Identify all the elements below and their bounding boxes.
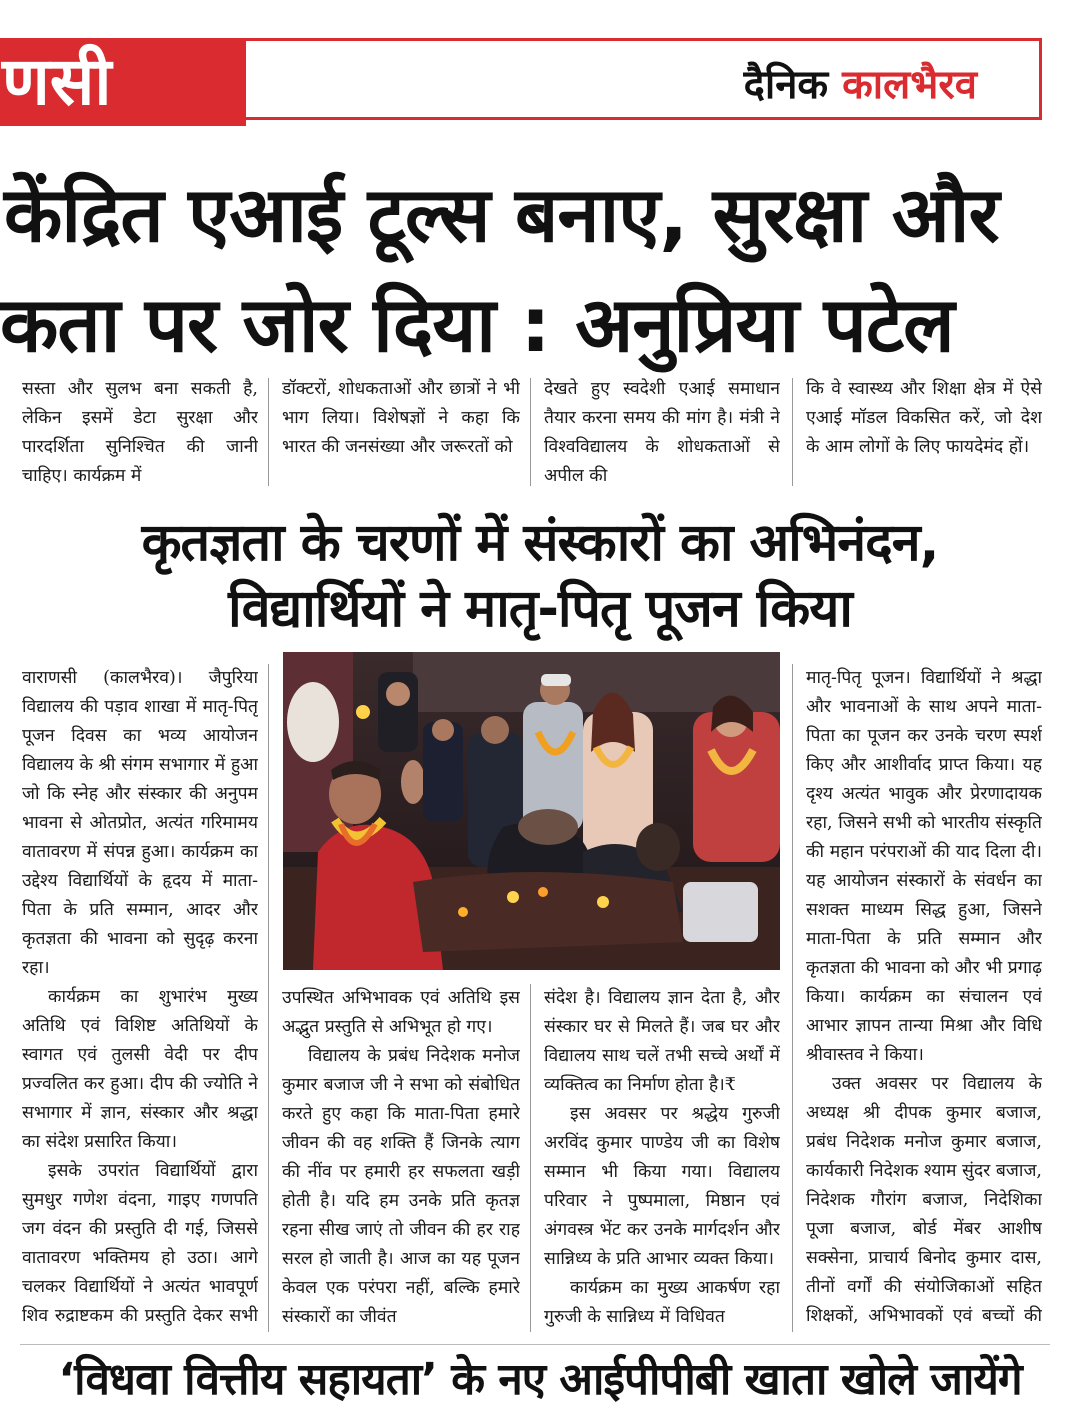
column-divider <box>530 378 531 486</box>
main-story-column-4 <box>806 664 1042 1334</box>
newspaper-brand <box>744 55 977 110</box>
column-divider <box>792 378 793 486</box>
article-paragraph: इसके उपरांत विद्यार्थियों द्वारा सुमधुर गणेश वंदना, गाइए गणपति जग वंदन की प्रस्तुति दी गई, जिससे वातावरण भक्तिमय हो उठा। आगे चलकर विद्यार्थियों ने अत्यंत भावपूर्ण शिव रुद्राष्टकम की प्रस्तुति देकर सभी <box>22 1161 258 1326</box>
article-paragraph: वाराणसी (कालभैरव)। जैपुरिया विद्यालय की पड़ाव शाखा में मातृ-पितृ पूजन दिवस का भव्य आयोजन विद्यालय के श्री संगम सभागार में हुआ जो कि स्नेह और संस्कार की अनुपम भावना से ओतप्रोत, अत्यंत गरिमामय वातावरण में संपन्न हुआ। कार्यक्रम का उद्देश्य विद्यार्थियों के हृदय में माता-पिता के प्रति सम्मान, आदर और कृतज्ञता की भावना को सुदृढ़ करना रहा। <box>22 668 258 978</box>
matri-pitri-pujan-photo <box>283 652 780 970</box>
top-story-headline <box>0 160 1080 380</box>
top-headline-line2: कता पर जोर दिया : अनुप्रिया पटेल <box>0 280 954 369</box>
bottom-story-headline: ‘विधवा वित्तीय सहायता’ के नए आईपीपीबी खाता खोले जायेंगे <box>58 1354 1022 1405</box>
article-paragraph: कार्यक्रम का मुख्य आकर्षण रहा गुरुजी के सान्निध्य में विधिवत <box>544 1278 780 1327</box>
brand-part-kalbhairav: कालभैरव <box>842 62 977 108</box>
top-story-column-4: कि वे स्वास्थ्य और शिक्षा क्षेत्र में ऐसे एआई मॉडल विकसित करें, जो देश के आम लोगों के लिए फायदेमंद हों। <box>806 379 1042 457</box>
brand-part-dainik: दैनिक <box>743 62 829 108</box>
event-photo <box>283 652 780 970</box>
top-story-column-1: सस्ता और सुलभ बना सकती है, लेकिन इसमें डेटा सुरक्षा और पारदर्शिता सुनिश्चित की जानी चाहिए। कार्यक्रम में <box>22 379 258 486</box>
column-divider <box>268 378 269 486</box>
article-paragraph: उपस्थित अभिभावक एवं अतिथि इस अद्भुत प्रस्तुति से अभिभूत हो गए। <box>282 988 520 1037</box>
article-paragraph: मातृ-पितृ पूजन। विद्यार्थियों ने श्रद्धा और भावनाओं के साथ अपने माता-पिता का पूजन कर उनके चरण स्पर्श किए और आशीर्वाद प्राप्त किया। यह दृश्य अत्यंत भावुक और प्रेरणादायक रहा, जिसने सभी को भारतीय संस्कृति की महान परंपराओं की याद दिला दी। यह आयोजन संस्कारों के संवर्धन का सशक्त माध्यम सिद्ध हुआ, जिसने माता-पिता के प्रति सम्मान और कृतज्ञता की भावना को और भी प्रगाढ़ किया। कार्यक्रम का संचालन एवं आभार ज्ञापन तान्या मिश्रा और विधि श्रीवास्तव ने किया। <box>806 668 1042 1065</box>
main-story-headline <box>0 510 1080 642</box>
main-headline-line2: विद्यार्थियों ने मातृ-पितृ पूजन किया <box>228 579 852 639</box>
article-paragraph: संदेश है। विद्यालय ज्ञान देता है, और संस्कार घर से मिलते हैं। जब घर और विद्यालय साथ चलें तभी सच्चे अर्थों में व्यक्तित्व का निर्माण होता है।₹ <box>544 988 780 1095</box>
section-divider <box>20 1344 1050 1345</box>
article-paragraph: विद्यालय के प्रबंध निदेशक मनोज कुमार बजाज जी ने सभा को संबोधित करते हुए कहा कि माता-पिता हमारे जीवन की वह शक्ति हैं जिनके त्याग की नींव पर हमारी हर सफलता खड़ी होती है। यदि हम उनके प्रति कृतज्ञ रहना सीख जाएं तो जीवन की हर राह सरल हो जाती है। आज का यह पूजन केवल एक परंपरा नहीं, बल्कि हमारे संस्कारों का जीवंत <box>282 1046 520 1327</box>
masthead <box>0 38 1042 120</box>
main-story-column-3 <box>544 984 780 1334</box>
column-divider <box>268 664 269 1332</box>
city-name: णसी <box>0 38 246 126</box>
top-story-column-2: डॉक्टरों, शोधकताओं और छात्रों ने भी भाग लिया। विशेषज्ञों ने कहा कि भारत की जनसंख्या और जरूरतों को <box>282 379 520 457</box>
top-headline-line1: केंद्रित एआई टूल्स बनाए, सुरक्षा और <box>4 170 999 259</box>
article-paragraph: कार्यक्रम का शुभारंभ मुख्य अतिथि एवं विशिष्ट अतिथियों के स्वागत एवं तुलसी वेदी पर दीप प्रज्वलित कर हुआ। दीप की ज्योति ने सभागार में ज्ञान, संस्कार और श्रद्धा का संदेश प्रसारित किया। <box>22 987 258 1152</box>
main-story-column-2 <box>282 984 520 1334</box>
column-divider <box>530 984 531 1332</box>
main-headline-line1: कृतज्ञता के चरणों में संस्कारों का अभिनंदन, <box>141 513 939 573</box>
column-divider <box>792 664 793 1332</box>
main-story-column-1 <box>22 664 258 1334</box>
top-story-column-3: देखते हुए स्वदेशी एआई समाधान तैयार करना समय की मांग है। मंत्री ने विश्वविद्यालय के शोधकताओं से अपील की <box>544 379 780 486</box>
article-paragraph: उक्त अवसर पर विद्यालय के अध्यक्ष श्री दीपक कुमार बजाज, प्रबंध निदेशक मनोज कुमार बजाज, कार्यकारी निदेशक श्याम सुंदर बजाज, निदेशक गौरांग बजाज, निदेशिका पूजा बजाज, बोर्ड मेंबर आशीष सक्सेना, प्राचार्य बिनोद कुमार दास, तीनों वर्गों की संयोजिकाओं सहित शिक्षकों, अभिभावकों एवं बच्चों की <box>806 1074 1042 1326</box>
article-paragraph: इस अवसर पर श्रद्धेय गुरुजी अरविंद कुमार पाण्डेय जी का विशेष सम्मान भी किया गया। विद्यालय परिवार ने पुष्पमाला, मिष्ठान एवं अंगवस्त्र भेंट कर उनके मार्गदर्शन और सान्निध्य के प्रति आभार व्यक्त किया। <box>544 1104 780 1269</box>
